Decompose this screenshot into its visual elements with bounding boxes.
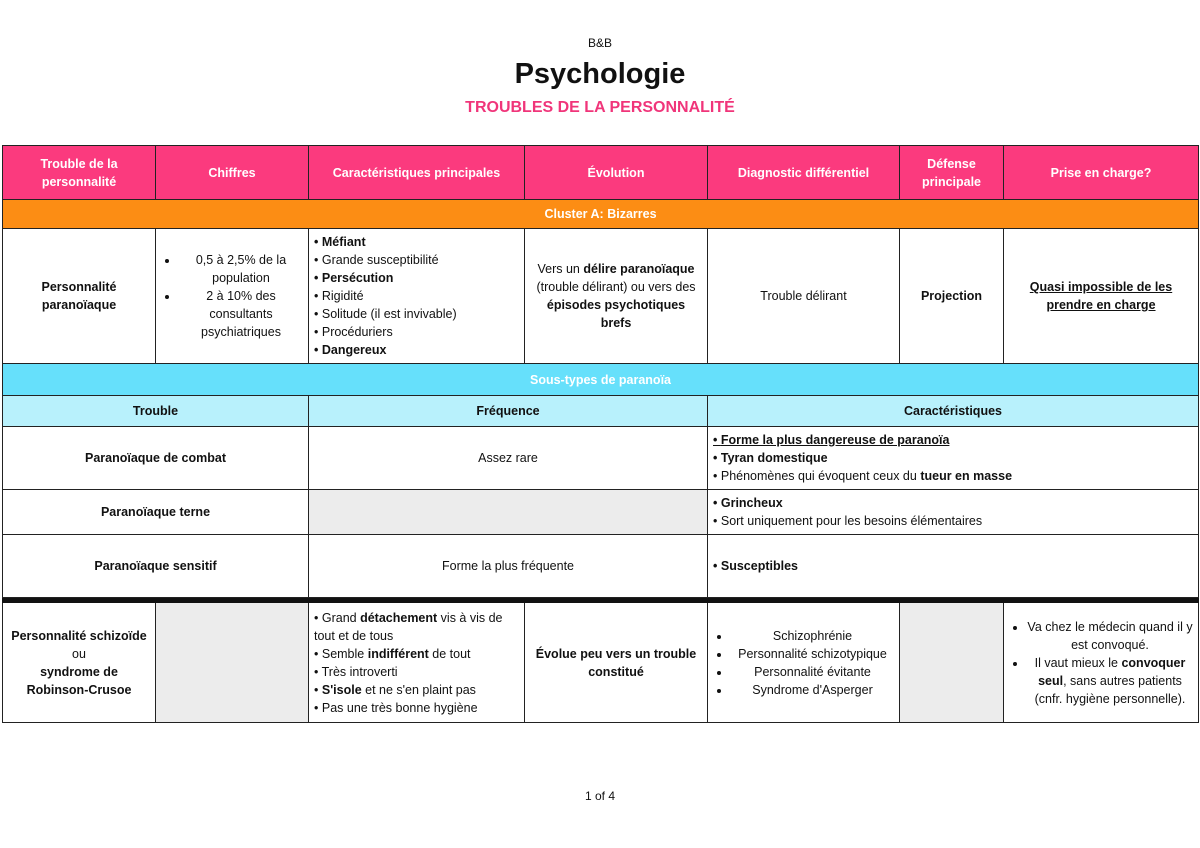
schizoid-table — [2, 598, 1199, 723]
subtypes-title: Sous-types de paranoïa — [3, 364, 1199, 396]
paranoid-diagnostic: Trouble délirant — [708, 229, 900, 364]
caracteristiques-list — [713, 431, 1193, 485]
subtypes-header-row — [3, 396, 1199, 427]
list-item: • Procéduriers — [314, 323, 519, 341]
paranoia-subtypes-table — [2, 363, 1199, 598]
list-item: • Tyran domestique — [713, 449, 1193, 467]
schizoid-name — [3, 601, 156, 723]
caracteristiques-list — [314, 233, 519, 359]
schizoid-evolution: Évolue peu vers un trouble constitué — [525, 601, 708, 723]
list-item: • Schizophrénie — [731, 627, 894, 645]
list-item — [314, 645, 519, 663]
schizoid-row — [3, 601, 1199, 723]
caracteristiques-list — [314, 609, 519, 717]
paranoid-name: Personnalité paranoïaque — [3, 229, 156, 364]
list-item: • 2 à 10% des consultants psychiatriques — [179, 287, 303, 341]
subtype-terne-caracteristiques — [708, 490, 1199, 535]
evolution-text: (trouble délirant) ou vers des — [536, 280, 696, 294]
prise-en-charge-list — [1009, 618, 1193, 708]
table-row — [3, 535, 1199, 598]
subtypes-header-caracteristiques: Caractéristiques — [708, 396, 1199, 427]
col-header-trouble: Trouble de la personnalité — [3, 146, 156, 200]
list-item-emphasis: convoquer seul — [1038, 655, 1186, 688]
schizoid-defense-empty — [900, 601, 1004, 723]
schizoid-caracteristiques — [309, 601, 525, 723]
list-item-text: de tout — [428, 646, 471, 661]
list-item — [314, 609, 519, 645]
list-item: • Personnalité schizotypique — [731, 645, 894, 663]
column-header-row — [3, 146, 1199, 200]
list-item-emphasis: détachement — [360, 610, 438, 625]
list-item: • Syndrome d'Asperger — [731, 681, 894, 699]
col-header-defense: Défense principale — [900, 146, 1004, 200]
subtypes-title-row — [3, 364, 1199, 396]
document-subtitle: TROUBLES DE LA PERSONNALITÉ — [465, 99, 735, 116]
subtype-combat-name: Paranoïaque de combat — [3, 427, 309, 490]
list-item: • Pas une très bonne hygiène — [314, 699, 519, 717]
list-item: • Va chez le médecin quand il y est convoqué. — [1027, 618, 1193, 654]
schizoid-diagnostic — [708, 601, 900, 723]
list-item: • Sort uniquement pour les besoins élémentaires — [713, 512, 1193, 530]
list-item-emphasis: tueur en masse — [920, 469, 1013, 483]
list-item: • Susceptibles — [713, 557, 1193, 575]
evolution-emphasis: délire paranoïaque — [583, 262, 695, 276]
evolution-text: Vers un — [537, 262, 584, 276]
list-item — [713, 467, 1193, 485]
list-item-emphasis: S'isole — [321, 682, 362, 697]
subtype-sensitif-caracteristiques — [708, 535, 1199, 598]
paranoid-chiffres — [156, 229, 309, 364]
col-header-chiffres: Chiffres — [156, 146, 309, 200]
list-item: • Solitude (il est invivable) — [314, 305, 519, 323]
subtype-sensitif-name: Paranoïaque sensitif — [3, 535, 309, 598]
diagnostic-list — [713, 627, 894, 699]
table-row — [3, 427, 1199, 490]
schizoid-name-line2: syndrome de Robinson-Crusoe — [26, 664, 132, 697]
caracteristiques-list — [713, 557, 1193, 575]
list-item-text: vis à vis de tout et de tous — [314, 610, 503, 643]
list-item-text: Phénomènes qui évoquent ceux du — [720, 469, 921, 483]
subtype-sensitif-frequence: Forme la plus fréquente — [309, 535, 708, 598]
list-item: • Persécution — [314, 269, 519, 287]
schizoid-prise-en-charge — [1004, 601, 1199, 723]
document-header-label: B&B — [587, 36, 612, 50]
caracteristiques-list — [713, 494, 1193, 530]
list-item: • Méfiant — [314, 233, 519, 251]
list-item-emphasis: indifférent — [367, 646, 429, 661]
paranoid-caracteristiques — [309, 229, 525, 364]
subtypes-header-trouble: Trouble — [3, 396, 309, 427]
subtypes-header-frequence: Fréquence — [309, 396, 708, 427]
list-item-text: Semble — [321, 646, 368, 661]
document-title: Psychologie — [514, 58, 686, 90]
list-item: • Très introverti — [314, 663, 519, 681]
personality-disorders-table — [2, 145, 1199, 364]
paranoid-prise-en-charge: Quasi impossible de les prendre en charge — [1004, 229, 1199, 364]
paranoid-evolution — [525, 229, 708, 364]
list-item: • Rigidité — [314, 287, 519, 305]
schizoid-chiffres-empty — [156, 601, 309, 723]
subtype-combat-frequence: Assez rare — [309, 427, 708, 490]
cluster-a-row — [3, 200, 1199, 229]
chiffres-list — [161, 251, 303, 341]
subtype-terne-frequence-empty — [309, 490, 708, 535]
table-row — [3, 490, 1199, 535]
page-number: 1 of 4 — [584, 789, 616, 803]
list-item: • Forme la plus dangereuse de paranoïa — [713, 431, 1193, 449]
list-item — [1027, 654, 1193, 708]
list-item: • Grande susceptibilité — [314, 251, 519, 269]
col-header-caracteristiques: Caractéristiques principales — [309, 146, 525, 200]
list-item-text: et ne s'en plaint pas — [361, 682, 476, 697]
col-header-diagnostic: Diagnostic différentiel — [708, 146, 900, 200]
schizoid-name-or: ou — [72, 646, 86, 661]
schizoid-name-line1: Personnalité schizoïde — [11, 628, 147, 643]
paranoid-defense: Projection — [900, 229, 1004, 364]
col-header-evolution: Évolution — [525, 146, 708, 200]
col-header-prise-en-charge: Prise en charge? — [1004, 146, 1199, 200]
cluster-a-label: Cluster A: Bizarres — [3, 200, 1199, 229]
list-item-text: Grand — [321, 610, 361, 625]
list-item: • Grincheux — [713, 494, 1193, 512]
list-item: • Dangereux — [314, 341, 519, 359]
evolution-emphasis: épisodes psychotiques brefs — [546, 298, 686, 330]
subtype-combat-caracteristiques — [708, 427, 1199, 490]
list-item-text: Il vaut mieux le — [1034, 655, 1122, 670]
list-item-text: , sans autres patients (cnfr. hygiène personnelle). — [1034, 673, 1186, 706]
subtype-terne-name: Paranoïaque terne — [3, 490, 309, 535]
paranoid-row — [3, 229, 1199, 364]
list-item: • Personnalité évitante — [731, 663, 894, 681]
list-item — [314, 681, 519, 699]
list-item: • 0,5 à 2,5% de la population — [179, 251, 303, 287]
